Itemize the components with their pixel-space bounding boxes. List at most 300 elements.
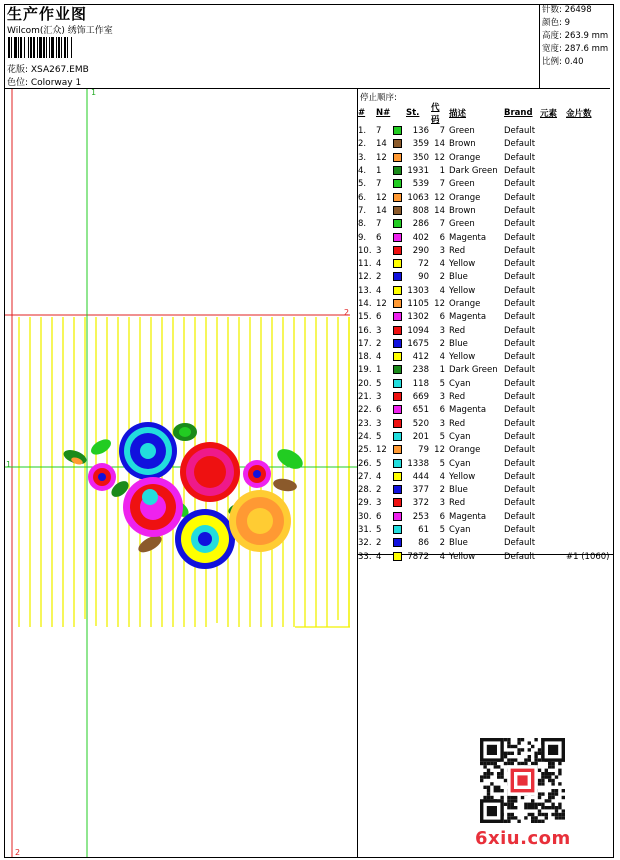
row-brand: Default: [504, 259, 536, 270]
row-brand: Default: [504, 498, 536, 509]
row-desc: Magenta: [449, 312, 487, 323]
row-brand: Default: [504, 245, 536, 256]
row-element: [540, 125, 566, 138]
row-desc: Yellow: [449, 551, 476, 562]
row-stitches: 90: [418, 272, 429, 283]
row-stitches: 253: [412, 511, 429, 522]
row-needle: 2: [376, 485, 382, 496]
row-swatch: [393, 378, 406, 391]
row-code: 6: [439, 511, 445, 522]
marker-top-v: 1: [91, 89, 97, 97]
row-needle: 14: [376, 139, 387, 150]
marker-bottom-v: 2: [15, 848, 21, 857]
row-brand: Default: [504, 551, 536, 562]
row-element: [540, 311, 566, 324]
row-stitches: 520: [412, 418, 429, 429]
row-element: [540, 444, 566, 457]
row-brand: Default: [504, 378, 536, 389]
row-element: [540, 524, 566, 537]
page-title: 生产作业图: [7, 5, 88, 23]
row-stitches: 61: [418, 525, 429, 536]
stat-scale: 比例: 0.40: [542, 57, 584, 67]
row-sequin: [566, 271, 610, 284]
row-stitches: 1094: [407, 325, 429, 336]
row-number: 3.: [358, 152, 367, 163]
row-desc: Cyan: [449, 378, 471, 389]
row-sequin: [566, 138, 610, 151]
row-code: 4: [439, 285, 445, 296]
row-element: [540, 457, 566, 470]
color-swatch: [393, 552, 402, 561]
row-sequin: [566, 324, 610, 337]
row-sequin: [566, 218, 610, 231]
qr-code-icon: [480, 738, 565, 823]
row-sequin: [566, 511, 610, 524]
row-needle: 3: [376, 498, 382, 509]
row-needle: 2: [376, 338, 382, 349]
row-needle: 7: [376, 126, 382, 137]
row-brand: Default: [504, 126, 536, 137]
row-desc: Red: [449, 418, 466, 429]
row-needle: 12: [376, 445, 387, 456]
row-swatch: [393, 285, 406, 298]
row-brand: Default: [504, 485, 536, 496]
row-brand: Default: [504, 139, 536, 150]
table-row: [358, 338, 610, 351]
color-swatch: [393, 272, 402, 281]
row-number: 13.: [358, 285, 372, 296]
color-swatch: [393, 512, 402, 521]
color-swatch: [393, 445, 402, 454]
row-sequin: [566, 378, 610, 391]
row-sequin: [566, 404, 610, 417]
row-needle: 1: [376, 166, 382, 177]
table-row: [358, 404, 610, 417]
table-row: [358, 524, 610, 537]
row-swatch: [393, 311, 406, 324]
table-row: [358, 245, 610, 258]
barcode-icon: [8, 37, 110, 58]
row-code: 3: [439, 498, 445, 509]
row-needle: 3: [376, 392, 382, 403]
row-swatch: [393, 298, 406, 311]
colorway-name: 色位: Colorway 1: [7, 78, 82, 88]
row-stitches: 72: [418, 259, 429, 270]
row-brand: Default: [504, 458, 536, 469]
table-row: [358, 298, 610, 311]
color-swatch: [393, 459, 402, 468]
row-element: [540, 537, 566, 550]
row-element: [540, 404, 566, 417]
row-swatch: [393, 457, 406, 470]
row-code: 4: [439, 551, 445, 562]
row-brand: Default: [504, 405, 536, 416]
stat-colors: 颜色: 9: [542, 18, 570, 28]
row-sequin: [566, 285, 610, 298]
row-code: 4: [439, 471, 445, 482]
row-brand: Default: [504, 192, 536, 203]
row-needle: 4: [376, 352, 382, 363]
row-brand: Default: [504, 152, 536, 163]
row-needle: 6: [376, 511, 382, 522]
color-swatch: [393, 365, 402, 374]
marker-left-h: 1: [6, 460, 12, 469]
color-swatch: [393, 538, 402, 547]
row-brand: Default: [504, 431, 536, 442]
row-desc: Blue: [449, 272, 468, 283]
table-row: [358, 258, 610, 271]
row-code: 2: [439, 338, 445, 349]
table-row: [358, 484, 610, 497]
row-desc: Orange: [449, 152, 481, 163]
color-swatch: [393, 286, 402, 295]
color-swatch: [393, 379, 402, 388]
row-desc: Red: [449, 325, 466, 336]
table-row: [358, 271, 610, 284]
row-swatch: [393, 125, 406, 138]
row-stitches: 136: [412, 126, 429, 137]
row-desc: Red: [449, 498, 466, 509]
row-stitches: 350: [412, 152, 429, 163]
row-stitches: 1063: [407, 192, 429, 203]
row-element: [540, 178, 566, 191]
sequence-title: 停止顺序:: [360, 93, 397, 103]
table-row: [358, 191, 610, 204]
row-sequin: [566, 524, 610, 537]
row-brand: Default: [504, 418, 536, 429]
row-sequin: [566, 231, 610, 244]
row-element: [540, 484, 566, 497]
row-number: 18.: [358, 352, 372, 363]
table-row: [358, 165, 610, 178]
row-swatch: [393, 178, 406, 191]
row-sequin: [566, 391, 610, 404]
row-number: 10.: [358, 245, 372, 256]
table-row: [358, 364, 610, 377]
header-no: #: [358, 108, 366, 118]
row-needle: 5: [376, 378, 382, 389]
row-brand: Default: [504, 325, 536, 336]
row-code: 4: [439, 259, 445, 270]
row-code: 14: [434, 139, 445, 150]
row-stitches: 444: [412, 471, 429, 482]
row-number: 6.: [358, 192, 367, 203]
row-sequin: [566, 165, 610, 178]
row-desc: Magenta: [449, 405, 487, 416]
row-desc: Yellow: [449, 471, 476, 482]
row-number: 31.: [358, 525, 372, 536]
row-code: 5: [439, 525, 445, 536]
row-code: 2: [439, 538, 445, 549]
row-needle: 5: [376, 458, 382, 469]
color-swatch: [393, 299, 402, 308]
row-needle: 4: [376, 551, 382, 562]
row-desc: Red: [449, 245, 466, 256]
table-row: [358, 218, 610, 231]
color-swatch: [393, 419, 402, 428]
row-brand: Default: [504, 392, 536, 403]
row-swatch: [393, 431, 406, 444]
header-swatch: [393, 101, 406, 125]
row-stitches: 290: [412, 245, 429, 256]
table-row: [358, 285, 610, 298]
row-desc: Cyan: [449, 458, 471, 469]
color-swatch: [393, 139, 402, 148]
row-element: [540, 497, 566, 510]
color-swatch: [393, 312, 402, 321]
row-stitches: 79: [418, 445, 429, 456]
row-sequin: [566, 457, 610, 470]
stats-panel: [539, 4, 614, 88]
row-desc: Yellow: [449, 352, 476, 363]
row-element: [540, 378, 566, 391]
row-element: [540, 324, 566, 337]
table-row: [358, 152, 610, 165]
row-brand: Default: [504, 272, 536, 283]
row-swatch: [393, 218, 406, 231]
row-brand: Default: [504, 299, 536, 309]
row-swatch: [393, 205, 406, 218]
row-code: 6: [439, 405, 445, 416]
row-code: 2: [439, 272, 445, 283]
table-row: [358, 205, 610, 218]
row-element: [540, 191, 566, 204]
table-row: [358, 418, 610, 431]
color-swatch: [393, 206, 402, 215]
row-desc: Dark Green: [449, 166, 498, 177]
color-swatch: [393, 193, 402, 202]
row-desc: Blue: [449, 338, 468, 349]
row-code: 3: [439, 325, 445, 336]
row-swatch: [393, 245, 406, 258]
row-number: 8.: [358, 219, 367, 230]
row-number: 22.: [358, 405, 372, 416]
header-needle: N#: [376, 108, 391, 118]
row-needle: 6: [376, 232, 382, 243]
row-sequin: [566, 364, 610, 377]
row-number: 21.: [358, 392, 372, 403]
row-code: 12: [434, 299, 445, 309]
row-element: [540, 351, 566, 364]
row-stitches: 118: [412, 378, 429, 389]
row-sequin: [566, 298, 610, 311]
row-sequin: [566, 205, 610, 218]
row-sequin: [566, 178, 610, 191]
row-stitches: 86: [418, 538, 429, 549]
table-row: [358, 391, 610, 404]
header-element: 元素: [540, 109, 558, 119]
row-stitches: 1931: [407, 166, 429, 177]
header-sequin: 金片数: [566, 109, 592, 119]
row-element: [540, 391, 566, 404]
row-desc: Magenta: [449, 511, 487, 522]
color-swatch: [393, 472, 402, 481]
row-swatch: [393, 138, 406, 151]
row-number: 26.: [358, 458, 372, 469]
row-brand: Default: [504, 445, 536, 456]
row-code: 3: [439, 418, 445, 429]
row-stitches: 1105: [407, 299, 429, 309]
row-brand: Default: [504, 365, 536, 376]
row-code: 4: [439, 352, 445, 363]
row-needle: 12: [376, 192, 387, 203]
design-name: 花版: XSA267.EMB: [7, 65, 89, 75]
row-number: 5.: [358, 179, 367, 190]
row-desc: Red: [449, 392, 466, 403]
row-sequin: [566, 497, 610, 510]
row-element: [540, 138, 566, 151]
row-swatch: [393, 524, 406, 537]
row-swatch: [393, 258, 406, 271]
row-desc: Brown: [449, 139, 476, 150]
row-number: 2.: [358, 139, 367, 150]
row-number: 28.: [358, 485, 372, 496]
row-swatch: [393, 484, 406, 497]
color-swatch: [393, 525, 402, 534]
row-stitches: 651: [412, 405, 429, 416]
row-number: 14.: [358, 299, 372, 309]
row-swatch: [393, 537, 406, 550]
row-code: 6: [439, 312, 445, 323]
color-swatch: [393, 126, 402, 135]
row-needle: 3: [376, 325, 382, 336]
row-needle: 12: [376, 152, 387, 163]
table-row: [358, 537, 610, 550]
row-desc: Orange: [449, 299, 481, 309]
row-sequin: [566, 471, 610, 484]
header-desc: 描述: [449, 109, 467, 119]
row-desc: Orange: [449, 192, 481, 203]
row-swatch: [393, 324, 406, 337]
row-desc: Green: [449, 219, 475, 230]
studio-subtitle: Wilcom(汇众) 绣饰工作室: [7, 26, 113, 36]
row-desc: Green: [449, 179, 475, 190]
row-sequin: [566, 311, 610, 324]
row-element: [540, 298, 566, 311]
row-desc: Yellow: [449, 259, 476, 270]
row-desc: Dark Green: [449, 365, 498, 376]
row-swatch: [393, 391, 406, 404]
color-swatch: [393, 405, 402, 414]
watermark-logo: 6xiu.com: [475, 828, 571, 849]
row-number: 23.: [358, 418, 372, 429]
row-element: [540, 152, 566, 165]
color-swatch: [393, 339, 402, 348]
color-swatch: [393, 498, 402, 507]
row-needle: 5: [376, 525, 382, 536]
row-brand: Default: [504, 179, 536, 190]
row-desc: Green: [449, 126, 475, 137]
header-code: 代码: [431, 103, 440, 125]
row-code: 5: [439, 431, 445, 442]
row-sequin: [566, 245, 610, 258]
row-swatch: [393, 152, 406, 165]
row-code: 12: [434, 445, 445, 456]
row-stitches: 1303: [407, 285, 429, 296]
row-needle: 3: [376, 245, 382, 256]
row-number: 4.: [358, 166, 367, 177]
row-needle: 12: [376, 299, 387, 309]
row-swatch: [393, 191, 406, 204]
row-needle: 1: [376, 365, 382, 376]
row-needle: 3: [376, 418, 382, 429]
table-row: [358, 444, 610, 457]
table-row: [358, 471, 610, 484]
row-code: 3: [439, 392, 445, 403]
row-number: 20.: [358, 378, 372, 389]
table-row: [358, 138, 610, 151]
color-swatch: [393, 392, 402, 401]
row-stitches: 238: [412, 365, 429, 376]
row-code: 5: [439, 378, 445, 389]
color-swatch: [393, 432, 402, 441]
row-desc: Cyan: [449, 431, 471, 442]
row-number: 19.: [358, 365, 372, 376]
table-row: [358, 378, 610, 391]
row-brand: Default: [504, 338, 536, 349]
row-brand: Default: [504, 219, 536, 230]
row-element: [540, 431, 566, 444]
row-swatch: [393, 364, 406, 377]
row-number: 32.: [358, 538, 372, 549]
row-brand: Default: [504, 285, 536, 296]
design-canvas: [5, 89, 357, 857]
row-needle: 4: [376, 471, 382, 482]
row-swatch: [393, 444, 406, 457]
row-swatch: [393, 351, 406, 364]
table-row: [358, 324, 610, 337]
row-element: [540, 245, 566, 258]
color-swatch: [393, 166, 402, 175]
row-swatch: [393, 511, 406, 524]
color-swatch: [393, 352, 402, 361]
row-sequin: [566, 444, 610, 457]
row-swatch: [393, 551, 406, 564]
row-code: 7: [439, 126, 445, 137]
color-sequence-table: [358, 101, 610, 564]
row-number: 29.: [358, 498, 372, 509]
row-swatch: [393, 497, 406, 510]
row-swatch: [393, 338, 406, 351]
row-code: 2: [439, 485, 445, 496]
row-stitches: 286: [412, 219, 429, 230]
row-desc: Orange: [449, 445, 481, 456]
row-sequin: [566, 418, 610, 431]
row-element: [540, 231, 566, 244]
row-needle: 4: [376, 259, 382, 270]
row-number: 33.: [358, 551, 372, 562]
row-element: [540, 418, 566, 431]
table-header-row: [358, 101, 610, 125]
row-code: 12: [434, 152, 445, 163]
stat-stitches: 针数: 26498: [542, 5, 592, 15]
row-stitches: 377: [412, 485, 429, 496]
row-sequin: [566, 338, 610, 351]
row-element: [540, 258, 566, 271]
row-code: 7: [439, 219, 445, 230]
row-sequin: [566, 125, 610, 138]
color-swatch: [393, 233, 402, 242]
table-row: [358, 457, 610, 470]
row-swatch: [393, 165, 406, 178]
row-brand: Default: [504, 166, 536, 177]
row-element: [540, 205, 566, 218]
row-brand: Default: [504, 538, 536, 549]
row-swatch: [393, 404, 406, 417]
row-desc: Cyan: [449, 525, 471, 536]
table-row: [358, 551, 610, 564]
row-brand: Default: [504, 525, 536, 536]
